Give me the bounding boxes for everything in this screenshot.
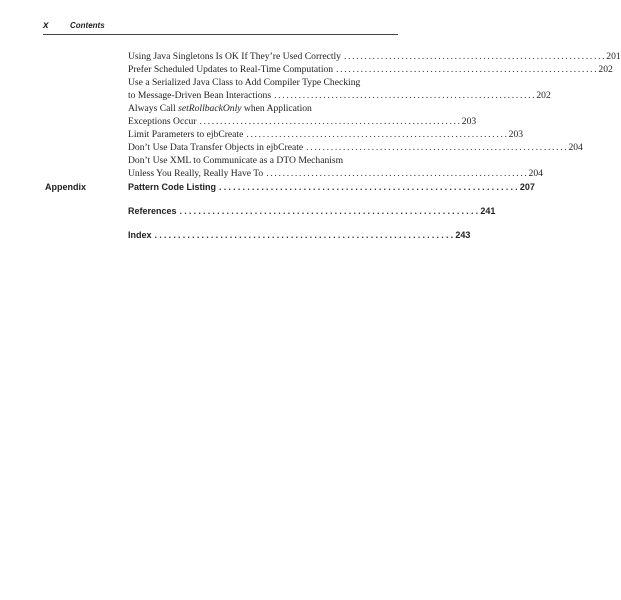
- page-number: x: [43, 20, 49, 31]
- toc-entry-page: 202: [536, 90, 551, 101]
- references-page: 241: [480, 206, 496, 216]
- toc-entry[interactable]: [128, 76, 551, 102]
- appendix-label: Appendix: [45, 182, 87, 192]
- toc-entry[interactable]: [128, 128, 524, 141]
- italic-code-term: setRollbackOnly: [178, 103, 242, 114]
- dot-leader: ................................................................: [343, 51, 607, 62]
- toc-entry-page: 203: [508, 129, 524, 140]
- dot-leader: ................................................................: [246, 129, 509, 140]
- toc-entry-page: 202: [598, 64, 613, 75]
- dot-leader: ................................................................: [266, 168, 529, 179]
- dot-leader: ................................................................: [306, 142, 569, 153]
- toc-entry-page: 203: [461, 116, 477, 127]
- toc-entry-title-line1: Don’t Use XML to Communicate as a DTO Mechanism: [128, 155, 344, 166]
- toc-entry-page: 204: [528, 168, 543, 179]
- appendix-title: Pattern Code Listing: [128, 182, 217, 192]
- header-title: Contents: [70, 21, 105, 30]
- toc-entry-page: 204: [568, 142, 583, 153]
- toc-entry-title-line2: Exceptions Occur: [128, 116, 197, 127]
- toc-entry-references[interactable]: [128, 205, 496, 218]
- toc-entry-title: Using Java Singletons Is OK If They’re Used Correctly: [128, 51, 341, 62]
- dot-leader: ................................................................: [154, 230, 456, 240]
- toc-entry[interactable]: [128, 141, 583, 154]
- dot-leader: ................................................................: [274, 90, 537, 101]
- toc-entry-appendix[interactable]: [128, 181, 535, 194]
- toc-entry-title: Prefer Scheduled Updates to Real-Time Computation: [128, 64, 334, 75]
- dot-leader: ................................................................: [219, 182, 520, 192]
- toc-entry-title: Don’t Use Data Transfer Objects in ejbCreate: [128, 142, 304, 153]
- dot-leader: ................................................................: [199, 116, 462, 127]
- toc-entry-title-line1: Use a Serialized Java Class to Add Compiler Type Checking: [128, 77, 361, 88]
- toc-entry-page: 201: [606, 51, 621, 62]
- toc-entry-title-line1: Always Call setRollbackOnly when Application: [128, 103, 312, 114]
- dot-leader: ................................................................: [179, 206, 481, 216]
- appendix-page: 207: [519, 182, 535, 192]
- toc-entry[interactable]: [128, 154, 543, 180]
- toc-entry-title: Limit Parameters to ejbCreate: [128, 129, 244, 140]
- index-title: Index: [128, 230, 152, 240]
- toc-entry-title-line2: to Message-Driven Bean Interactions: [128, 90, 272, 101]
- references-title: References: [128, 206, 177, 216]
- toc-entry-index[interactable]: [128, 229, 471, 242]
- toc-entry[interactable]: [128, 102, 477, 128]
- dot-leader: ................................................................: [336, 64, 599, 75]
- toc-entry-title-line2: Unless You Really, Really Have To: [128, 168, 264, 179]
- toc-entry[interactable]: [128, 50, 621, 63]
- toc-entry[interactable]: [128, 63, 613, 76]
- running-header: [43, 20, 398, 35]
- index-page: 243: [455, 230, 471, 240]
